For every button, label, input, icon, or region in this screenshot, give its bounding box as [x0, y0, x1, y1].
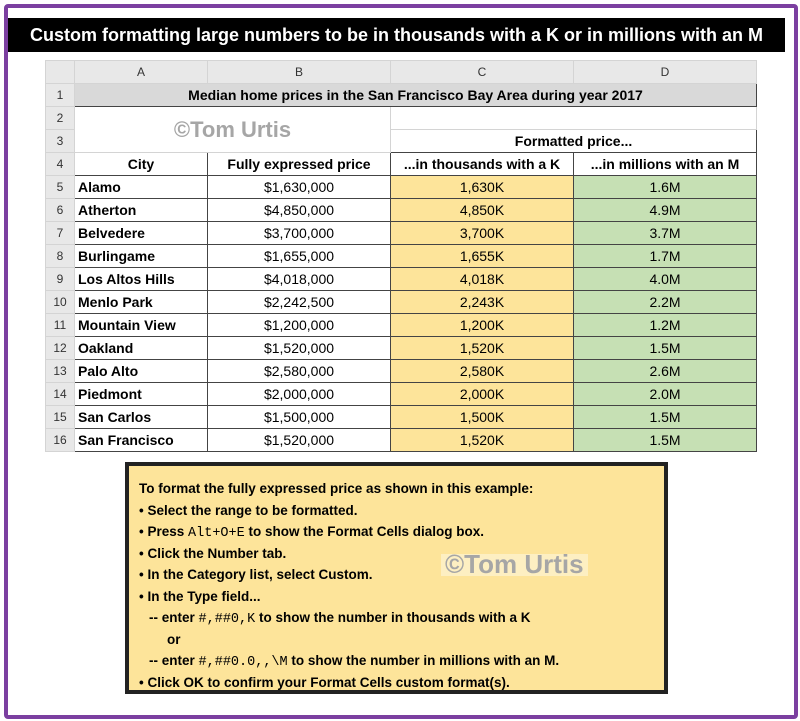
millions-cell[interactable]: 2.0M: [574, 383, 757, 406]
thousands-cell[interactable]: 3,700K: [391, 222, 574, 245]
thousands-header[interactable]: ...in thousands with a K: [391, 153, 574, 176]
row-header[interactable]: 16: [46, 429, 75, 452]
full-price-cell[interactable]: $1,520,000: [208, 429, 391, 452]
thousands-cell[interactable]: 2,243K: [391, 291, 574, 314]
row-header[interactable]: 8: [46, 245, 75, 268]
instruction-step: [139, 521, 654, 543]
millions-header[interactable]: ...in millions with an M: [574, 153, 757, 176]
row-header[interactable]: 3: [46, 130, 75, 153]
column-header-d[interactable]: D: [574, 61, 757, 84]
instructions-heading: To format the fully expressed price as shown in this example:: [139, 481, 534, 496]
city-header[interactable]: City: [75, 153, 208, 176]
table-row: [46, 291, 757, 314]
city-cell[interactable]: San Francisco: [75, 429, 208, 452]
row-header[interactable]: 13: [46, 360, 75, 383]
full-price-cell[interactable]: $4,850,000: [208, 199, 391, 222]
thousands-cell[interactable]: 1,520K: [391, 429, 574, 452]
city-cell[interactable]: Mountain View: [75, 314, 208, 337]
table-row: [46, 429, 757, 452]
column-header-c[interactable]: C: [391, 61, 574, 84]
table-row: [46, 199, 757, 222]
row-header[interactable]: 1: [46, 84, 75, 107]
instruction-step: • Click the Number tab.: [139, 545, 287, 561]
millions-cell[interactable]: 3.7M: [574, 222, 757, 245]
full-price-cell[interactable]: $3,700,000: [208, 222, 391, 245]
keyboard-shortcut: Alt+O+E: [188, 526, 245, 541]
thousands-cell[interactable]: 1,655K: [391, 245, 574, 268]
city-cell[interactable]: Belvedere: [75, 222, 208, 245]
instruction-text: to show the Format Cells dialog box.: [244, 524, 485, 539]
row-header[interactable]: 2: [46, 107, 75, 130]
city-cell[interactable]: Piedmont: [75, 383, 208, 406]
sheet-title-cell[interactable]: Median home prices in the San Francisco Bay Area during year 2017: [75, 84, 757, 107]
instruction-text: to show the number in thousands with a K: [255, 610, 531, 625]
city-cell[interactable]: Menlo Park: [75, 291, 208, 314]
millions-cell[interactable]: 1.2M: [574, 314, 757, 337]
thousands-cell[interactable]: 1,520K: [391, 337, 574, 360]
thousands-cell[interactable]: 1,500K: [391, 406, 574, 429]
millions-cell[interactable]: 1.5M: [574, 337, 757, 360]
formatted-price-header[interactable]: Formatted price...: [391, 130, 757, 153]
row-header[interactable]: 10: [46, 291, 75, 314]
full-price-cell[interactable]: $1,520,000: [208, 337, 391, 360]
thousands-cell[interactable]: 2,580K: [391, 360, 574, 383]
row-header[interactable]: 11: [46, 314, 75, 337]
table-row: [46, 176, 757, 199]
thousands-cell[interactable]: 2,000K: [391, 383, 574, 406]
data-rows: [46, 176, 757, 452]
thousands-cell[interactable]: 1,630K: [391, 176, 574, 199]
city-cell[interactable]: Los Altos Hills: [75, 268, 208, 291]
watermark-text: ©Tom Urtis: [441, 554, 588, 576]
empty-cell[interactable]: [391, 107, 757, 130]
instruction-step: • Click OK to confirm your Format Cells custom format(s).: [139, 674, 510, 690]
select-all-corner[interactable]: [46, 61, 75, 84]
spreadsheet-grid: [45, 60, 757, 452]
format-code-thousands: #,##0,K: [198, 612, 256, 627]
table-row: [46, 360, 757, 383]
millions-cell[interactable]: 1.5M: [574, 406, 757, 429]
full-price-cell[interactable]: $1,655,000: [208, 245, 391, 268]
thousands-cell[interactable]: 1,200K: [391, 314, 574, 337]
table-row: [46, 222, 757, 245]
thousands-cell[interactable]: 4,850K: [391, 199, 574, 222]
full-price-cell[interactable]: $4,018,000: [208, 268, 391, 291]
row-header[interactable]: 4: [46, 153, 75, 176]
instructions-box: [125, 462, 668, 694]
row-header[interactable]: 14: [46, 383, 75, 406]
watermark-text: ©Tom Urtis: [75, 107, 391, 153]
instruction-substep: [139, 607, 654, 629]
table-row: [46, 245, 757, 268]
table-row: [46, 314, 757, 337]
millions-cell[interactable]: 1.5M: [574, 429, 757, 452]
instruction-substep: [139, 650, 654, 672]
full-price-cell[interactable]: $1,630,000: [208, 176, 391, 199]
full-price-cell[interactable]: $1,500,000: [208, 406, 391, 429]
city-cell[interactable]: Atherton: [75, 199, 208, 222]
instruction-step: • In the Type field...: [139, 588, 261, 604]
instruction-text: -- enter: [149, 610, 199, 625]
row-header[interactable]: 5: [46, 176, 75, 199]
row-header[interactable]: 12: [46, 337, 75, 360]
full-price-cell[interactable]: $2,580,000: [208, 360, 391, 383]
format-code-millions: #,##0.0,,\M: [198, 655, 288, 670]
table-row: [46, 383, 757, 406]
full-price-cell[interactable]: $2,000,000: [208, 383, 391, 406]
instruction-step: • Select the range to be formatted.: [139, 502, 358, 518]
row-header[interactable]: 9: [46, 268, 75, 291]
millions-cell[interactable]: 4.0M: [574, 268, 757, 291]
city-cell[interactable]: Oakland: [75, 337, 208, 360]
city-cell[interactable]: Burlingame: [75, 245, 208, 268]
city-cell[interactable]: San Carlos: [75, 406, 208, 429]
millions-cell[interactable]: 1.6M: [574, 176, 757, 199]
instruction-text: • Press: [139, 524, 189, 539]
table-row: [46, 406, 757, 429]
column-header-b[interactable]: B: [208, 61, 391, 84]
city-cell[interactable]: Alamo: [75, 176, 208, 199]
full-price-cell[interactable]: $2,242,500: [208, 291, 391, 314]
city-cell[interactable]: Palo Alto: [75, 360, 208, 383]
millions-cell[interactable]: 2.2M: [574, 291, 757, 314]
instruction-text: -- enter: [149, 653, 199, 668]
instruction-text: to show the number in millions with an M.: [287, 653, 560, 668]
table-row: [46, 337, 757, 360]
spreadsheet: [45, 60, 757, 452]
row-header[interactable]: 7: [46, 222, 75, 245]
millions-cell[interactable]: 1.7M: [574, 245, 757, 268]
full-price-cell[interactable]: $1,200,000: [208, 314, 391, 337]
row-header[interactable]: 6: [46, 199, 75, 222]
column-header-a[interactable]: A: [75, 61, 208, 84]
table-row: [46, 268, 757, 291]
instruction-step: • In the Category list, select Custom.: [139, 567, 373, 582]
banner-title: Custom formatting large numbers to be in thousands with a K or in millions with an M: [8, 18, 785, 52]
thousands-cell[interactable]: 4,018K: [391, 268, 574, 291]
row-header[interactable]: 15: [46, 406, 75, 429]
instruction-or: or: [167, 631, 181, 647]
millions-cell[interactable]: 4.9M: [574, 199, 757, 222]
full-price-header[interactable]: Fully expressed price: [208, 153, 391, 176]
millions-cell[interactable]: 2.6M: [574, 360, 757, 383]
